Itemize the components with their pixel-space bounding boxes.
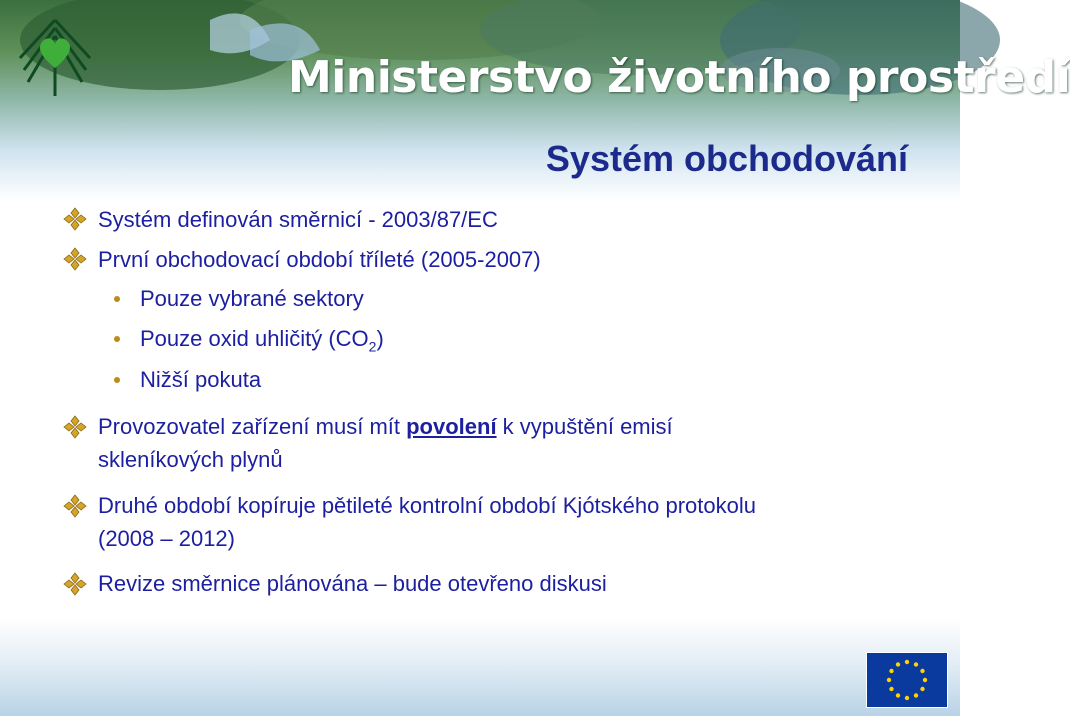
eu-flag-icon — [866, 652, 948, 708]
sub-bullet-dot — [114, 336, 120, 342]
permit-text: Provozovatel zařízení musí mít — [98, 414, 407, 439]
slide-title: Systém obchodování — [545, 138, 908, 179]
permit-text-end: k vypuštění emisí — [496, 414, 673, 439]
co2-text: Pouze oxid uhličitý (CO — [140, 326, 369, 351]
diamond-bullet-icon — [62, 571, 88, 597]
list-item-continuation: (2008 – 2012) — [98, 526, 235, 551]
list-item — [98, 410, 673, 443]
sub-bullet-dot — [114, 296, 120, 302]
list-item: Druhé období kopíruje pětileté kontrolní období Kjótského protokolu — [98, 493, 756, 518]
ministry-logo — [10, 8, 100, 98]
sub-list-item — [140, 326, 384, 354]
permit-emphasis: povolení — [406, 414, 497, 439]
list-item: Revize směrnice plánována – bude otevřeno diskusi — [98, 571, 607, 596]
footer-band — [0, 618, 960, 716]
diamond-bullet-icon — [62, 246, 88, 272]
sub-list-item: Pouze vybrané sektory — [140, 286, 364, 311]
sub-list-item: Nižší pokuta — [140, 367, 262, 392]
diamond-bullet-icon — [62, 414, 88, 440]
diamond-bullet-icon — [62, 206, 88, 232]
ministry-title: Ministerstvo životního prostředí — [288, 52, 1070, 103]
sub-bullet-dot — [114, 377, 120, 383]
co2-close: ) — [376, 326, 384, 351]
list-item: Systém definován směrnicí - 2003/87/EC — [98, 207, 498, 232]
diamond-bullet-icon — [62, 493, 88, 519]
list-item-continuation: skleníkových plynů — [98, 447, 283, 472]
list-item: První obchodovací období tříleté (2005-2007) — [98, 247, 541, 272]
co2-subscript: 2 — [368, 338, 377, 355]
